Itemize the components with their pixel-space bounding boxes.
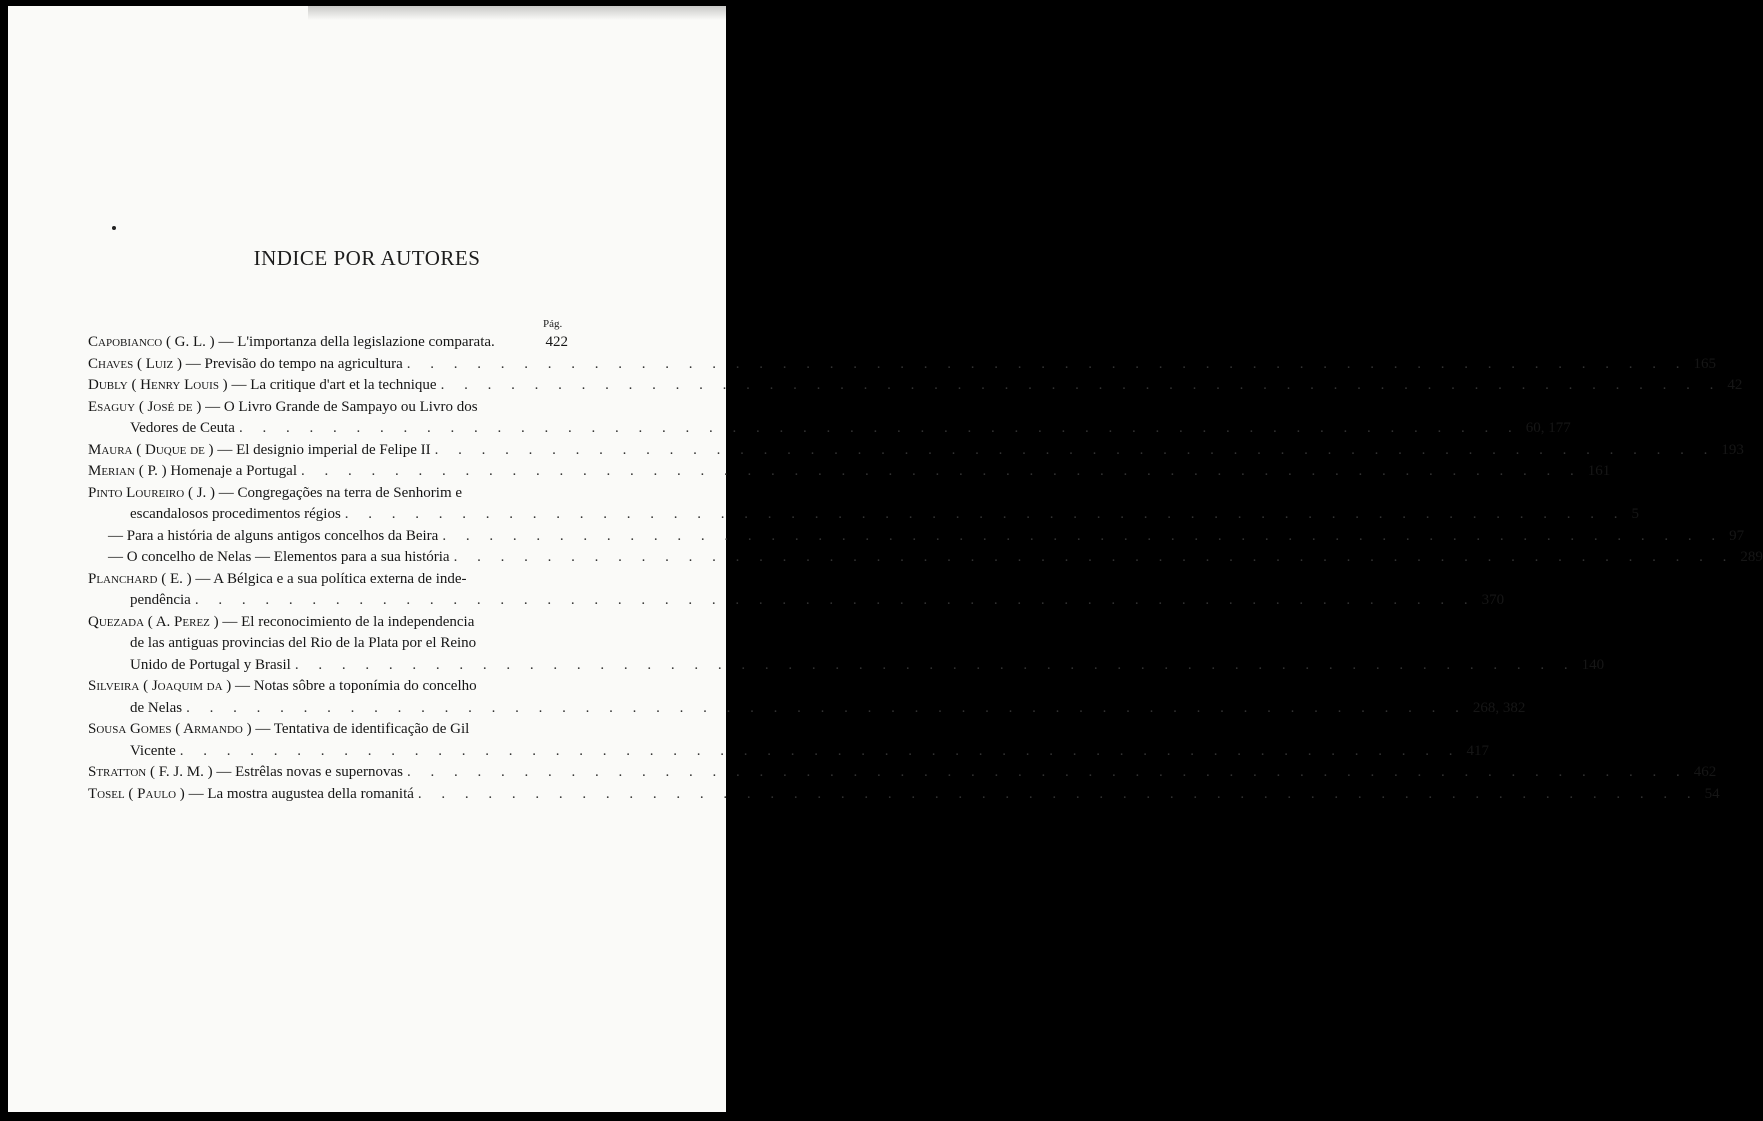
entry-page-number: 165 (1693, 355, 1717, 372)
leader-dots (186, 698, 1467, 720)
entry-initials: ( José de ) (138, 398, 202, 415)
leader-dots (295, 655, 1576, 677)
entry-author: Silveira (88, 678, 140, 694)
entry-author: Quezada (88, 613, 145, 630)
entry-author: Maura (88, 441, 133, 458)
entry-initials: ( E. ) (161, 570, 192, 587)
index-entry (88, 483, 568, 505)
index-entry (88, 590, 1505, 612)
page-title: INDICE POR AUTORES (253, 246, 481, 270)
entry-page-number: 193 (1721, 441, 1744, 458)
entry-text (88, 483, 462, 505)
entry-title: — Para a história de alguns antigos concelhos da Beira (108, 527, 439, 544)
leader-dots (407, 762, 1688, 784)
leader-dots (442, 526, 1723, 548)
entry-text (130, 741, 176, 763)
index-entry (88, 719, 568, 741)
entry-title: — Tentativa de identificação de Gil (255, 721, 470, 737)
entry-initials: ( G. L. ) (165, 334, 215, 350)
index-entry (88, 569, 568, 591)
entry-initials: ( A. Perez ) (147, 613, 219, 630)
entry-initials: ( Paulo ) (128, 785, 185, 802)
leader-dots (407, 354, 1688, 376)
entry-initials: ( P. ) (138, 463, 167, 479)
entry-title: — Estrêlas novas e supernovas (216, 764, 403, 780)
index-entry (88, 418, 1571, 440)
index-entry (88, 762, 1717, 784)
index-entry (88, 698, 1526, 720)
leader-dots (418, 784, 1699, 806)
index-entry (88, 397, 568, 419)
index-entry (88, 547, 1763, 569)
entry-page-number: 462 (1693, 764, 1717, 780)
entry-page-number: 60, 177 (1525, 420, 1571, 436)
entry-title: — Congregações na terra de Senhorim e (218, 484, 463, 501)
entry-author: Stratton (88, 764, 147, 780)
entry-title: escandalosos procedimentos régios (130, 506, 341, 522)
entry-text (88, 461, 297, 483)
leader-dots (435, 440, 1716, 462)
index-entry (88, 375, 1743, 397)
entry-title: de las antiguas provincias del Rio de la Plata por el Reino (130, 635, 477, 651)
entry-text (108, 526, 438, 548)
leader-dots (239, 418, 1520, 440)
index-entry (88, 461, 1611, 483)
entry-text (88, 762, 403, 784)
entry-author: Chaves (88, 355, 134, 372)
entry-title: Unido de Portugal y Brasil (130, 656, 291, 673)
entry-text (130, 698, 182, 720)
leader-dots (195, 590, 1476, 612)
entry-title: de Nelas (130, 699, 183, 716)
ink-speck (112, 226, 116, 230)
entry-initials: ( Armando ) (175, 721, 252, 737)
entry-title: — O Livro Grande de Sampayo ou Livro dos (205, 398, 478, 415)
entry-initials: ( J. ) (187, 484, 216, 501)
entry-title: Homenaje a Portugal (170, 463, 298, 479)
entry-title: — Previsão do tempo na agricultura (185, 355, 403, 372)
entry-author: Pinto Loureiro (88, 484, 185, 501)
entry-title: — El designio imperial de Felipe II (217, 441, 431, 458)
entry-page-number: 161 (1587, 463, 1611, 479)
index-entry (88, 676, 568, 698)
entry-text (130, 633, 476, 655)
entry-author: Dubly (88, 377, 128, 393)
entry-text (88, 397, 478, 419)
entry-title: — El reconocimiento de la independencia (222, 613, 475, 630)
index-entry (88, 440, 1744, 462)
entry-author: Sousa Gomes (88, 721, 172, 737)
entry-author: Merian (88, 463, 135, 479)
entry-text (88, 440, 431, 462)
entry-author: Capobianco (88, 334, 163, 350)
index-entry (88, 354, 1717, 376)
scanned-page (8, 6, 1763, 1112)
entry-text (88, 354, 403, 376)
entry-page-number: 97 (1729, 527, 1745, 544)
entry-text (88, 612, 474, 634)
index-entry (88, 784, 1720, 806)
entry-author: Tosel (88, 785, 125, 802)
entry-text (88, 375, 437, 397)
leader-dots (301, 461, 1582, 483)
entry-text (88, 332, 495, 354)
index-entry (88, 504, 1640, 526)
entry-page-number: 417 (1466, 742, 1489, 759)
page-column-label: Pág. (543, 318, 563, 330)
entry-title: pendência (130, 592, 191, 608)
entry-initials: ( Joaquim da ) (143, 678, 232, 694)
entry-text (130, 418, 235, 440)
entry-text (88, 784, 414, 806)
entry-initials: ( F. J. M. ) (150, 764, 213, 780)
entry-text (88, 719, 469, 741)
entry-title: — A Bélgica e a sua política externa de inde- (195, 570, 467, 587)
entry-author: Esaguy (88, 398, 136, 415)
entry-page-number: 42 (1727, 377, 1743, 393)
entry-page-number: 268, 382 (1472, 699, 1526, 716)
entry-text (108, 547, 450, 569)
entry-page-number: 140 (1581, 656, 1605, 673)
index-entry (88, 332, 568, 354)
entry-text (88, 676, 477, 698)
entry-text (130, 590, 191, 612)
entry-page-number: 422 (545, 334, 568, 350)
entry-title: — La critique d'art et la technique (231, 377, 437, 393)
entry-title: — Notas sôbre a toponímia do concelho (235, 678, 477, 694)
index-entry (88, 612, 568, 634)
entry-title: — O concelho de Nelas — Elementos para a sua história (108, 549, 450, 565)
entry-initials: ( Henry Louis ) (131, 377, 228, 393)
entry-text (130, 504, 341, 526)
entry-author: Planchard (88, 570, 158, 587)
leader-dots (441, 375, 1722, 397)
entry-text (130, 655, 291, 677)
entry-initials: ( Luiz ) (137, 355, 182, 372)
index-entry (88, 526, 1745, 548)
entry-title: Vicente (130, 742, 176, 759)
index-entry (88, 655, 1605, 677)
entry-page-number: 54 (1704, 785, 1720, 802)
leader-dots (454, 547, 1735, 569)
entry-page-number: 5 (1631, 506, 1640, 522)
entry-page-number: 289 (1740, 549, 1763, 565)
entry-title: — L'importanza della legislazione comparata. (218, 334, 495, 350)
leader-dots (345, 504, 1626, 526)
index-entry (88, 741, 1489, 763)
leader-dots (180, 741, 1461, 763)
entry-text (88, 569, 467, 591)
index-entry (88, 633, 568, 655)
entry-title: Vedores de Ceuta (130, 420, 235, 436)
entry-title: — La mostra augustea della romanitá (188, 785, 414, 802)
author-index (88, 332, 1763, 805)
entry-page-number: 370 (1481, 592, 1505, 608)
entry-initials: ( Duque de ) (136, 441, 214, 458)
scan-shadow (308, 6, 726, 20)
